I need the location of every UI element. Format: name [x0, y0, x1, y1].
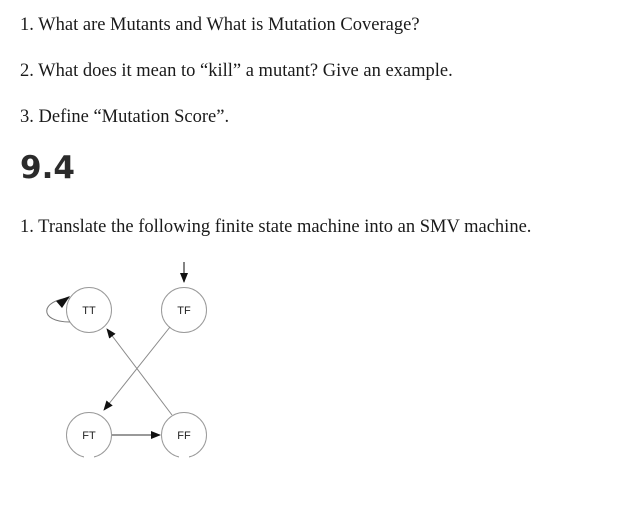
state-tt-label: TT — [82, 305, 96, 317]
state-ft-label: FT — [82, 430, 96, 442]
section-heading: 9.4 — [20, 150, 75, 186]
question-translate-fsm: 1. Translate the following finite state machine into an SMV machine. — [20, 217, 532, 237]
transition-ff-to-tt — [107, 329, 172, 415]
question-2-kill-mutant: 2. What does it mean to “kill” a mutant? Give an example. — [20, 61, 453, 81]
question-3-mutation-score: 3. Define “Mutation Score”. — [20, 107, 230, 127]
question-1-mutants: 1. What are Mutants and What is Mutation Coverage? — [20, 15, 420, 35]
state-ff-label: FF — [177, 430, 191, 442]
state-tf-label: TF — [177, 305, 191, 317]
